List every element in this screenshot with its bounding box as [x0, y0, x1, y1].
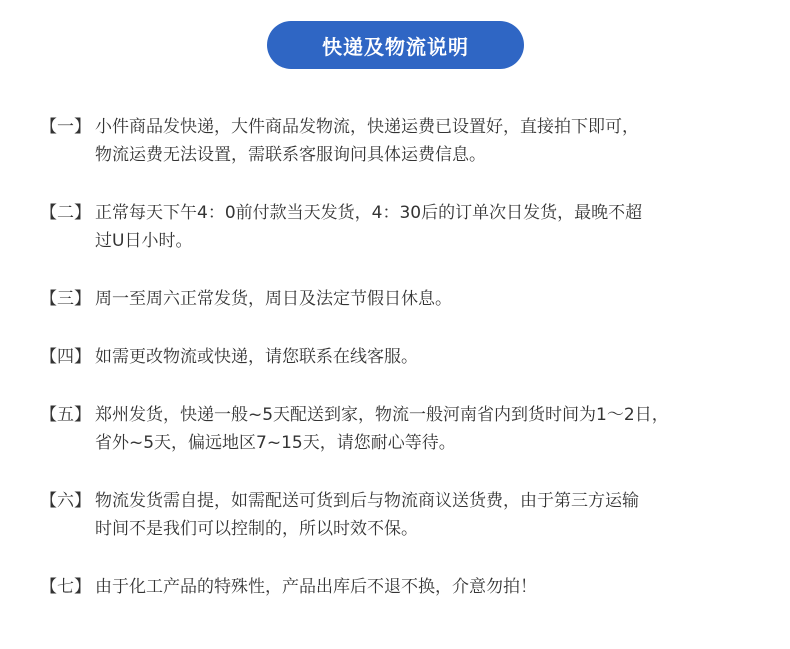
- notice-item-1: [40, 113, 760, 169]
- notice-line: 物流运费无法设置，需联系客服询问具体运费信息。: [95, 145, 486, 165]
- notice-item-6: [40, 487, 760, 543]
- notice-line: 由于化工产品的特殊性，产品出库后不退不换，介意勿拍！: [95, 577, 537, 597]
- notice-line: 省外~5天，偏远地区7~15天，请您耐心等待。: [95, 433, 456, 453]
- notice-label: 【六】: [40, 491, 91, 511]
- page-title: 快递及物流说明: [322, 34, 469, 59]
- notice-item-4: [40, 343, 760, 371]
- notice-label: 【三】: [40, 289, 91, 309]
- notice-line: 郑州发货，快递一般~5天配送到家，物流一般河南省内到货时间为1～2日，: [95, 405, 669, 425]
- notice-line: 小件商品发快递，大件商品发物流，快递运费已设置好，直接拍下即可，: [95, 117, 639, 137]
- notice-item-3: [40, 285, 760, 313]
- notice-label: 【五】: [40, 405, 91, 425]
- title-banner: [267, 21, 524, 69]
- notice-item-7: [40, 573, 760, 601]
- notice-label: 【四】: [40, 347, 91, 367]
- notice-label: 【七】: [40, 577, 91, 597]
- notice-line: 物流发货需自提，如需配送可货到后与物流商议送货费，由于第三方运输: [95, 491, 639, 511]
- notice-label: 【二】: [40, 203, 91, 223]
- notice-line: 周一至周六正常发货，周日及法定节假日休息。: [95, 289, 452, 309]
- notice-item-2: [40, 199, 760, 255]
- notice-item-5: [40, 401, 760, 457]
- notice-line: 过U日小时。: [95, 231, 193, 251]
- notice-line: 如需更改物流或快递，请您联系在线客服。: [95, 347, 418, 367]
- notice-line: 正常每天下午4：0前付款当天发货，4：30后的订单次日发货，最晚不超: [95, 203, 643, 223]
- notice-line: 时间不是我们可以控制的，所以时效不保。: [95, 519, 418, 539]
- notice-label: 【一】: [40, 117, 91, 137]
